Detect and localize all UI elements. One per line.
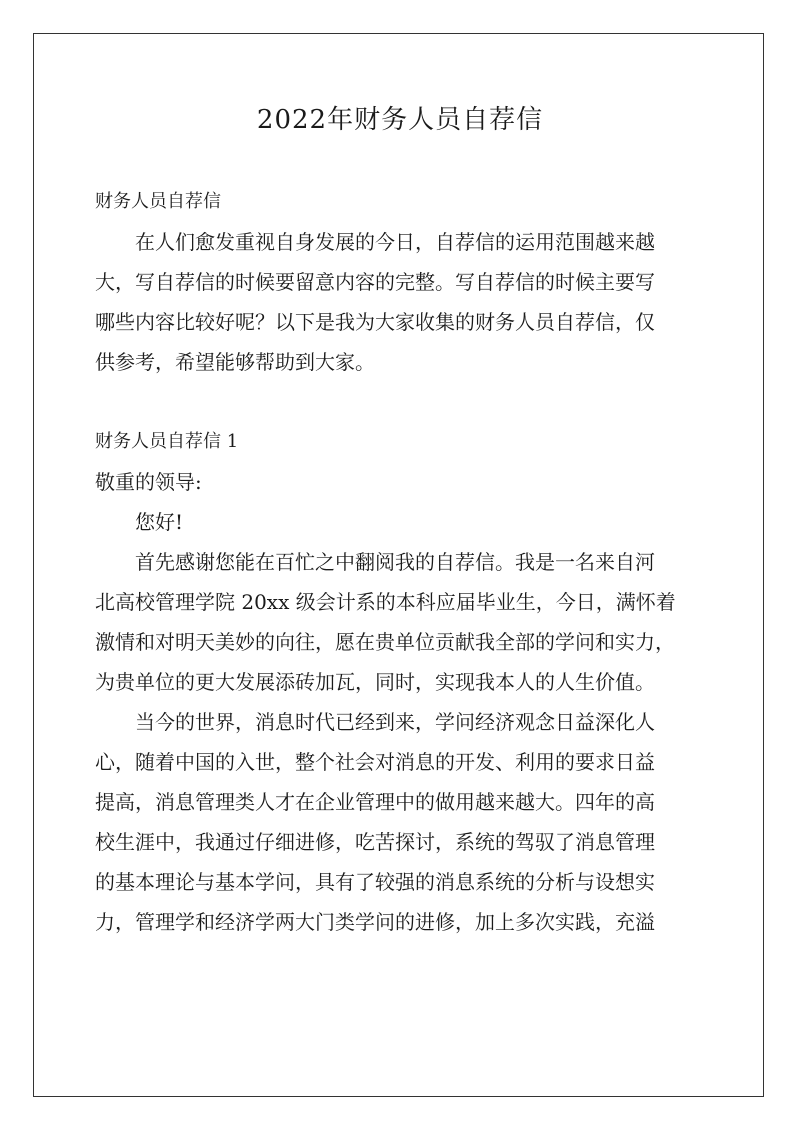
paragraph-line: 北高校管理学院 20xx 级会计系的本科应届毕业生，今日，满怀着 <box>95 590 676 614</box>
greeting: 您好! <box>95 510 184 534</box>
paragraph-line: 提高，消息管理类人才在企业管理中的做用越来越大。四年的高 <box>95 790 655 814</box>
intro-line: 哪些内容比较好呢？以下是我为大家收集的财务人员自荐信，仅 <box>95 310 655 334</box>
salutation: 敬重的领导: <box>95 470 202 494</box>
document-title: 2022年财务人员自荐信 <box>256 105 544 135</box>
paragraph-line: 心，随着中国的入世，整个社会对消息的开发、利用的要求日益 <box>95 750 655 774</box>
paragraph-line: 为贵单位的更大发展添砖加瓦，同时，实现我本人的人生价值。 <box>95 670 655 694</box>
paragraph-line: 激情和对明天美妙的向往，愿在贵单位贡献我全部的学问和实力， <box>95 630 675 654</box>
intro-line: 大，写自荐信的时候要留意内容的完整。写自荐信的时候主要写 <box>95 270 655 294</box>
intro-line: 在人们愈发重视自身发展的今日，自荐信的运用范围越来越 <box>95 230 655 254</box>
intro-line: 供参考，希望能够帮助到大家。 <box>95 350 375 374</box>
intro-heading: 财务人员自荐信 <box>95 191 221 212</box>
paragraph-gap <box>95 382 710 422</box>
paragraph-line: 的基本理论与基本学问，具有了较强的消息系统的分析与设想实 <box>95 870 655 894</box>
paragraph-line: 首先感谢您能在百忙之中翻阅我的自荐信。我是一名来自河 <box>95 550 655 574</box>
paragraph-line: 力，管理学和经济学两大门类学问的进修，加上多次实践，充溢 <box>95 910 655 934</box>
document-body <box>95 182 710 942</box>
paragraph-line: 校生涯中，我通过仔细进修，吃苦探讨，系统的驾驭了消息管理 <box>95 830 655 854</box>
paragraph-line: 当今的世界，消息时代已经到来，学问经济观念日益深化人 <box>95 710 655 734</box>
letter-heading: 财务人员自荐信 1 <box>95 431 239 452</box>
